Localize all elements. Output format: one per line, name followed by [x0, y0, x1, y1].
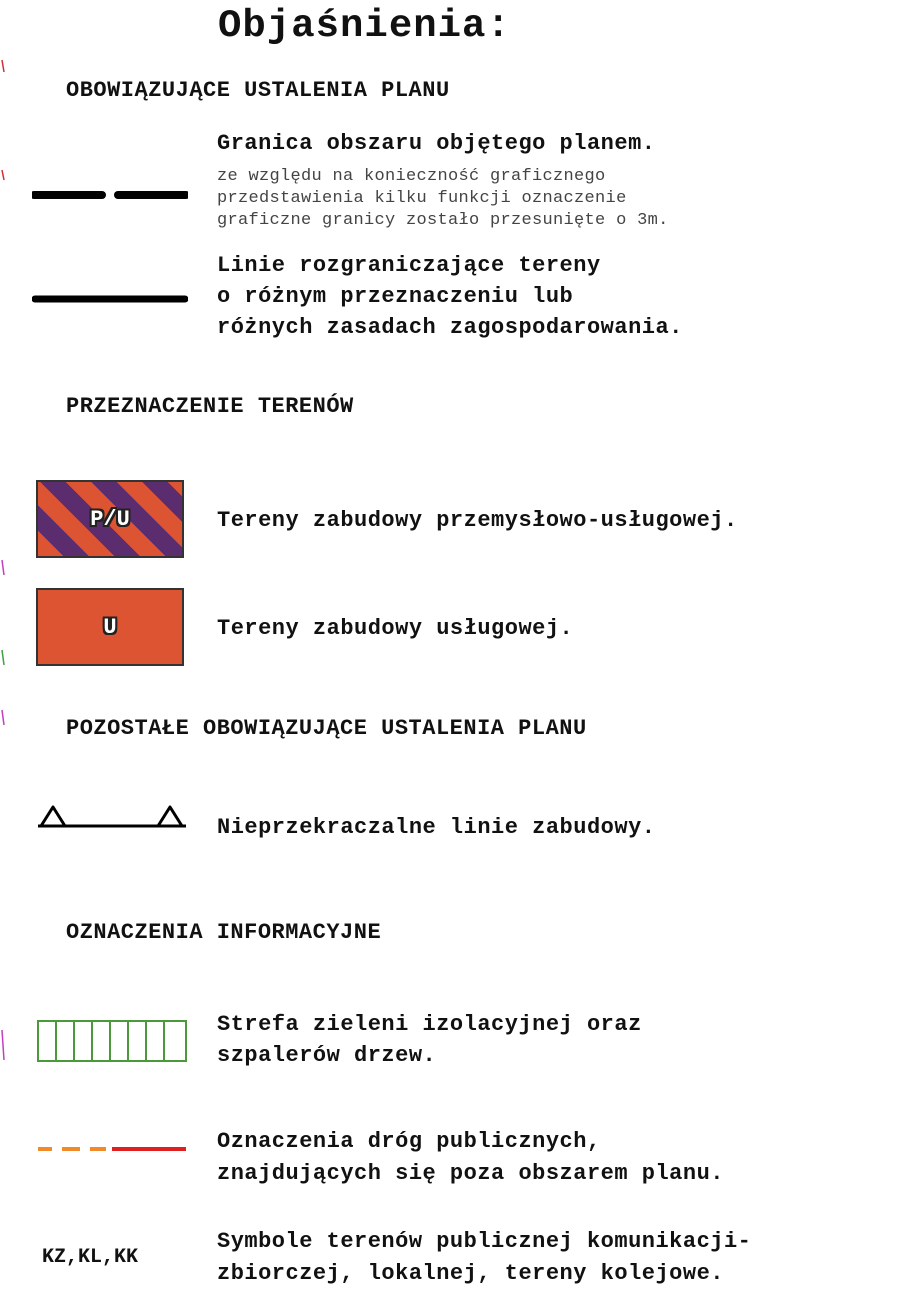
- zone-label-industrial-service: Tereny zabudowy przemysłowo-usługowej.: [217, 508, 738, 533]
- symbols-line-2: zbiorczej, lokalnej, tereny kolejowe.: [217, 1261, 724, 1286]
- boundary-label: Granica obszaru objętego planem.: [217, 131, 656, 156]
- page-title: Objaśnienia:: [218, 4, 511, 48]
- green-zone-symbol: [36, 1018, 188, 1064]
- section-heading-binding: OBOWIĄZUJĄCE USTALENIA PLANU: [66, 78, 450, 103]
- dividing-lines-line-1: Linie rozgraniczające tereny: [217, 253, 601, 278]
- zone-patch-industrial-service: [36, 480, 184, 558]
- symbols-line-1: Symbole terenów publicznej komunikacji-: [217, 1229, 752, 1254]
- zone-patch-service: [36, 588, 184, 666]
- dividing-lines-line-3: różnych zasadach zagospodarowania.: [217, 315, 683, 340]
- boundary-note-line-2: przedstawienia kilku funkcji oznaczenie: [217, 189, 627, 208]
- roads-line-2: znajdujących się poza obszarem planu.: [217, 1161, 724, 1186]
- section-heading-other: POZOSTAŁE OBOWIĄZUJĄCE USTALENIA PLANU: [66, 716, 587, 741]
- road-class-codes: KZ,KL,KK: [42, 1246, 139, 1269]
- boundary-note-line-3: graficzne granicy zostało przesunięte o 3m.: [217, 211, 669, 230]
- green-zone-line-1: Strefa zieleni izolacyjnej oraz: [217, 1012, 642, 1037]
- plan-boundary-symbol: [32, 188, 188, 202]
- left-edge-marks: [0, 0, 6, 1297]
- section-heading-land-use: PRZEZNACZENIE TERENÓW: [66, 394, 354, 419]
- green-zone-line-2: szpalerów drzew.: [217, 1043, 437, 1068]
- public-road-symbol: [36, 1142, 188, 1156]
- zone-symbol-pu: P/U: [90, 506, 130, 532]
- building-line-symbol: [36, 802, 188, 832]
- roads-line-1: Oznaczenia dróg publicznych,: [217, 1129, 601, 1154]
- section-heading-info: OZNACZENIA INFORMACYJNE: [66, 920, 382, 945]
- building-lines-label: Nieprzekraczalne linie zabudowy.: [217, 815, 656, 840]
- dividing-line-symbol: [32, 292, 188, 306]
- zone-symbol-u: U: [103, 614, 117, 640]
- dividing-lines-line-2: o różnym przeznaczeniu lub: [217, 284, 574, 309]
- boundary-note-line-1: ze względu na konieczność graficznego: [217, 167, 606, 186]
- zone-label-service: Tereny zabudowy usługowej.: [217, 616, 574, 641]
